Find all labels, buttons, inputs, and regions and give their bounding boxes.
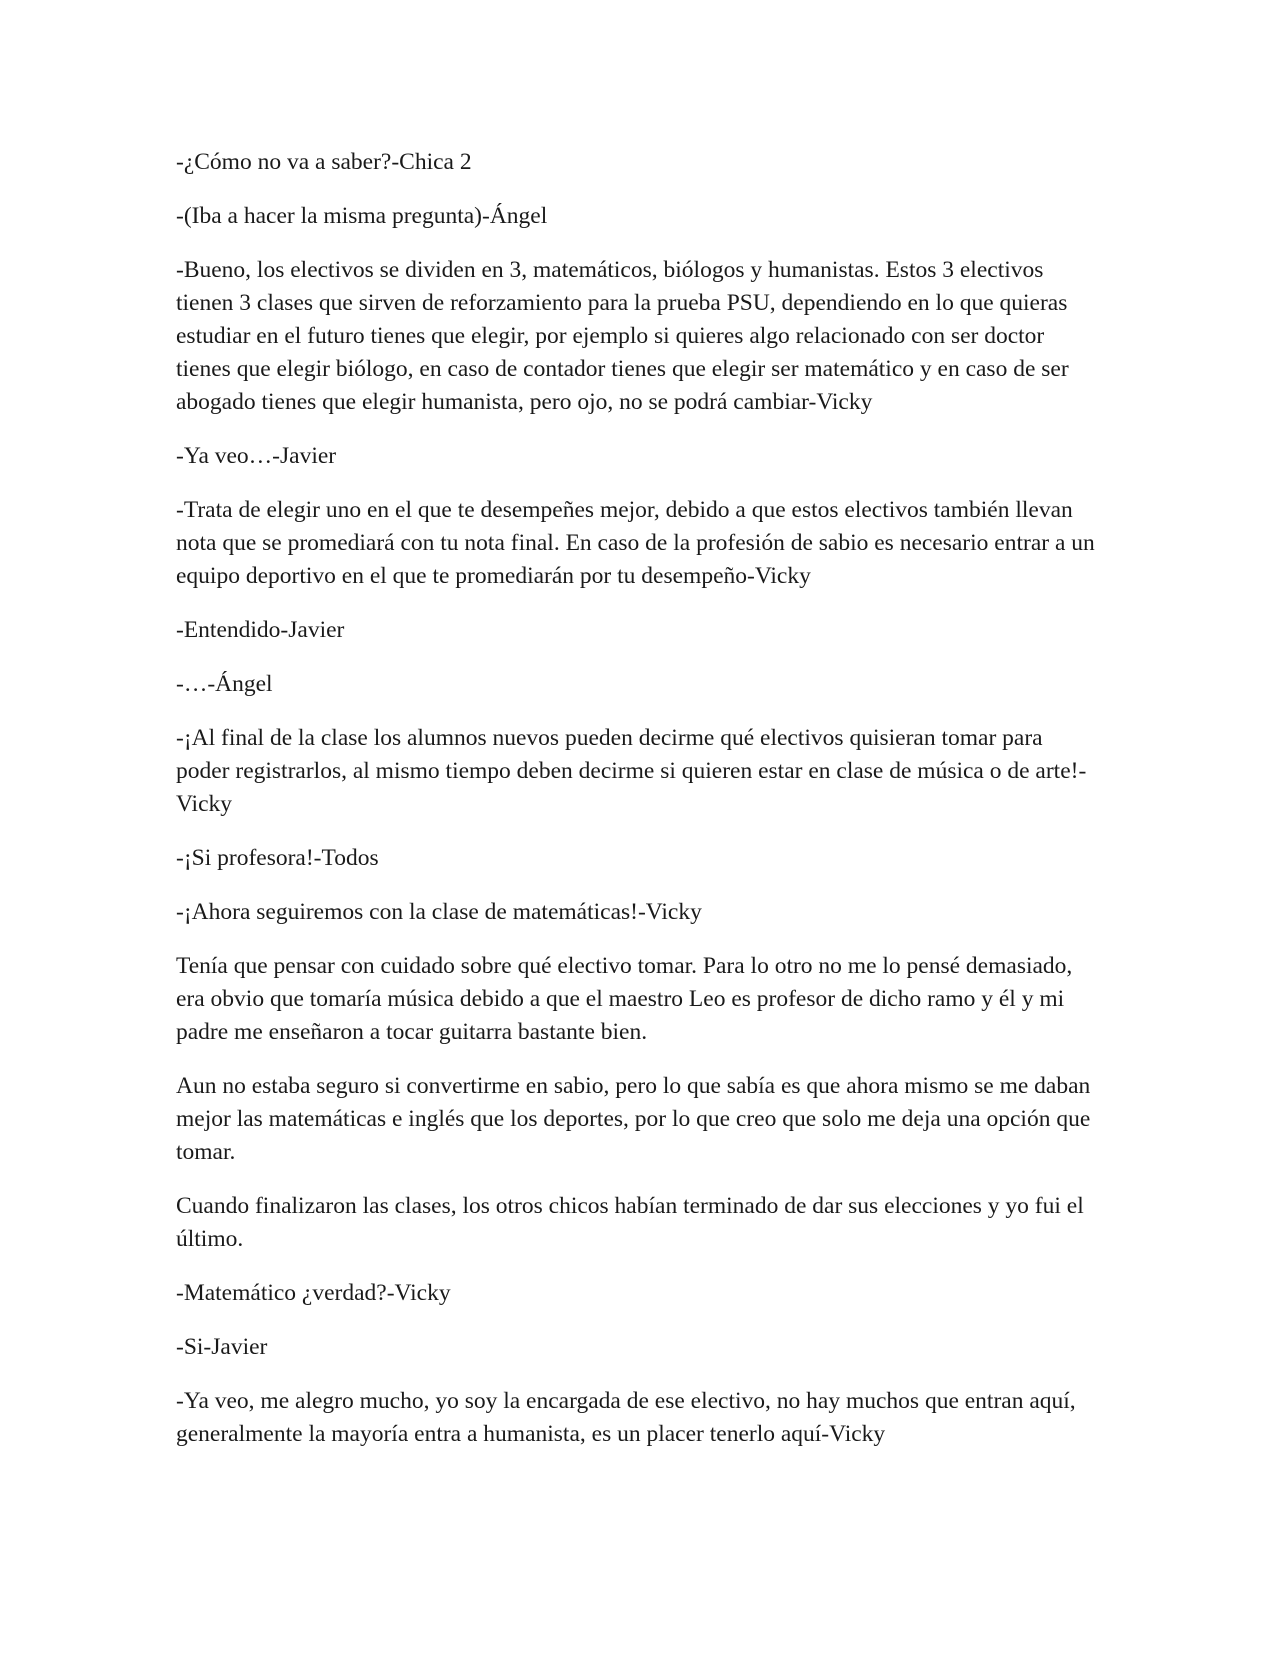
paragraph: -(Iba a hacer la misma pregunta)-Ángel bbox=[176, 203, 548, 229]
paragraph: -¿Cómo no va a saber?-Chica 2 bbox=[176, 149, 472, 175]
paragraph: -Trata de elegir uno en el que te desempeñes mejor, debido a que estos electivos también llevan nota que se promediará con tu nota final. En caso de la profesión de sabio es necesario entrar a un equipo deportivo en el que te promediarán por tu desempeño-Vicky bbox=[176, 497, 1095, 589]
paragraph: -Ya veo, me alegro mucho, yo soy la encargada de ese electivo, no hay muchos que entran aquí, generalmente la mayoría entra a humanista, es un placer tenerlo aquí-Vicky bbox=[176, 1388, 1076, 1447]
paragraph: -Bueno, los electivos se dividen en 3, matemáticos, biólogos y humanistas. Estos 3 electivos tienen 3 clases que sirven de reforzamiento para la prueba PSU, dependiendo en lo que quieras estudiar en el futuro tienes que elegir, por ejemplo si quieres algo relacionado con ser doctor tienes que elegir biólogo, en caso de contador tienes que elegir ser matemático y en caso de ser abogado tienes que elegir humanista, pero ojo, no se podrá cambiar-Vicky bbox=[176, 257, 1069, 415]
paragraph: Aun no estaba seguro si convertirme en sabio, pero lo que sabía es que ahora mismo se me daban mejor las matemáticas e inglés que los deportes, por lo que creo que solo me deja una opción que tomar. bbox=[176, 1073, 1091, 1165]
paragraph: -¡Ahora seguiremos con la clase de matemáticas!-Vicky bbox=[176, 899, 702, 925]
paragraph: -Si-Javier bbox=[176, 1334, 268, 1360]
paragraph: -…-Ángel bbox=[176, 671, 273, 697]
paragraph: -¡Si profesora!-Todos bbox=[176, 845, 379, 871]
paragraph: -¡Al final de la clase los alumnos nuevos pueden decirme qué electivos quisieran tomar para poder registrarlos, al mismo tiempo deben decirme si quieren estar en clase de música o de arte!-Vicky bbox=[176, 725, 1087, 817]
paragraph: -Matemático ¿verdad?-Vicky bbox=[176, 1280, 451, 1306]
paragraph: -Entendido-Javier bbox=[176, 617, 345, 643]
document-body bbox=[176, 146, 1096, 1472]
paragraph: Cuando finalizaron las clases, los otros chicos habían terminado de dar sus elecciones y yo fui el último. bbox=[176, 1193, 1084, 1252]
paragraph: -Ya veo…-Javier bbox=[176, 443, 337, 469]
paragraph: Tenía que pensar con cuidado sobre qué electivo tomar. Para lo otro no me lo pensé demasiado, era obvio que tomaría música debido a que el maestro Leo es profesor de dicho ramo y él y mi padre me enseñaron a tocar guitarra bastante bien. bbox=[176, 953, 1073, 1045]
